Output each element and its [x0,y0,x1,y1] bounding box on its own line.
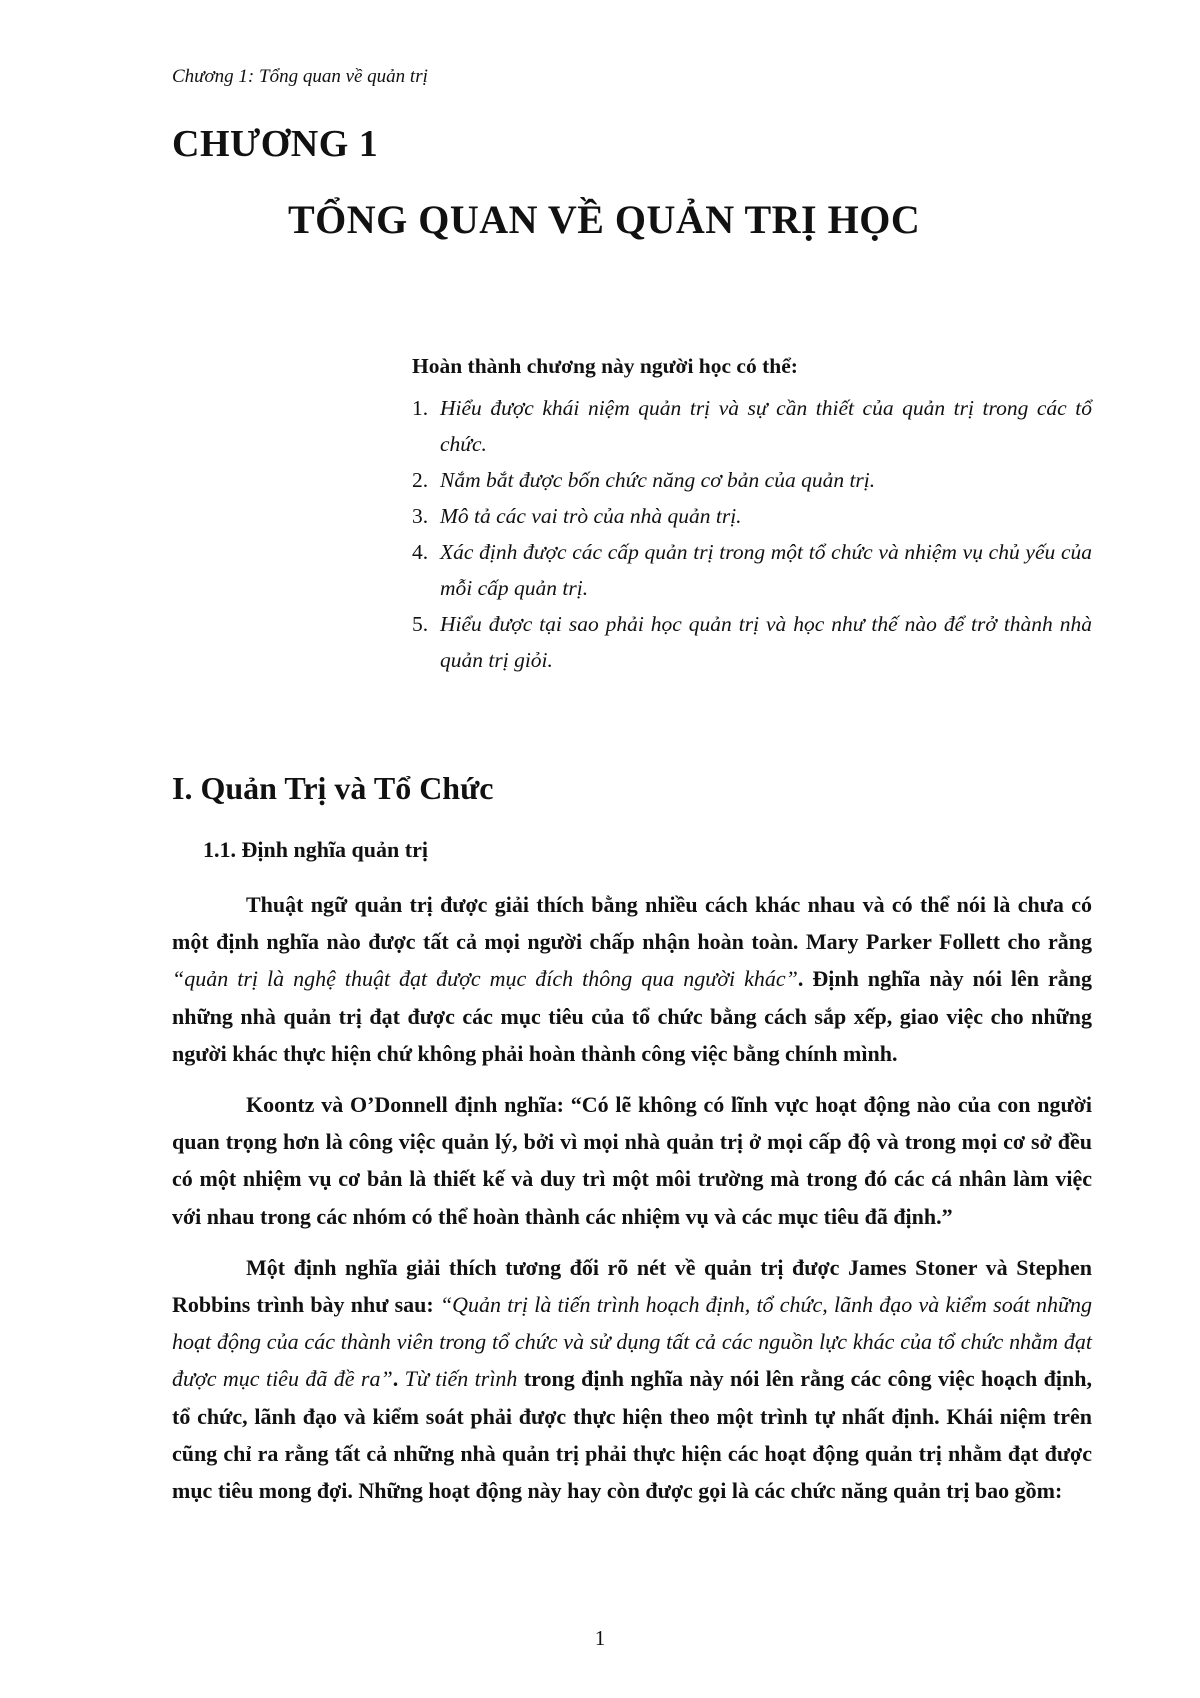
objectives-list [412,390,1092,678]
objective-item [412,534,1092,606]
objectives-intro: Hoàn thành chương này người học có thể: [412,354,798,378]
objective-number: 4. [412,540,429,564]
stoner-robbins-quote: “Quản trị là tiến trình hoạch định, tổ chức, lãnh đạo và kiểm soát những hoạt động của các thành viên trong tổ chức và sử dụng tất cả các nguồn lực khác của tổ chức nhằm đạt được mục tiêu đã đề ra” [172,1292,1092,1392]
chapter-number: CHƯƠNG 1 [172,123,379,165]
objective-number: 3. [412,504,429,528]
subsection-heading: 1.1. Định nghĩa quản trị [203,837,428,862]
paragraph-text: Koontz và O’Donnell định nghĩa: “Có lẽ không có lĩnh vực hoạt động nào của con người quan trọng hơn là công việc quản lý, bởi vì mọi nhà quản trị ở mọi cấp độ và trong mọi cơ sở đều có một nhiệm vụ cơ bản là thiết kế và duy trì một môi trường mà trong đó các cá nhân làm việc với nhau trong các nhóm có thể hoàn thành các nhiệm vụ và các mục tiêu đã định.” [172,1092,1092,1229]
follett-quote: “quản trị là nghệ thuật đạt được mục đích thông qua người khác” [172,966,798,992]
paragraph-stoner-robbins [172,1249,1092,1509]
objective-text: Hiểu được tại sao phải học quản trị và học như thế nào để trở thành nhà quản trị giỏi. [440,612,1092,672]
running-header: Chương 1: Tổng quan về quản trị [172,66,428,87]
paragraph-text: Một định nghĩa giải thích tương đối rõ nét về quản trị được James Stoner và Stephen Robbins trình bày như sau: [172,1254,1092,1318]
objective-number: 1. [412,396,429,420]
objective-number: 5. [412,612,429,636]
objective-text: Mô tả các vai trò của nhà quản trị. [440,504,742,528]
objective-number: 2. [412,468,429,492]
chapter-title: TỔNG QUAN VỀ QUẢN TRỊ HỌC [288,197,921,242]
paragraph-text: trong định nghĩa này nói lên rằng các công việc hoạch định, tổ chức, lãnh đạo và kiểm soát phải được thực hiện theo một trình tự nhất định. Khái niệm trên cũng chỉ ra rằng tất cả những nhà quản trị phải thực hiện các hoạt động quản trị nhằm đạt được mục tiêu mong đợi. Những hoạt động này hay còn được gọi là các chức năng quản trị bao gồm: [172,1366,1092,1504]
objective-item [412,498,1092,534]
paragraph-follett [172,886,1092,1072]
section-heading: I. Quản Trị và Tổ Chức [172,770,494,806]
emphasis-text: Từ tiến trình [404,1366,518,1392]
objective-text: Nắm bắt được bốn chức năng cơ bản của quản trị. [440,468,876,492]
objective-text: Xác định được các cấp quản trị trong một tổ chức và nhiệm vụ chủ yếu của mỗi cấp quản trị. [440,540,1092,600]
body-text [172,886,1092,1523]
objective-item [412,390,1092,462]
paragraph-text: Thuật ngữ quản trị được giải thích bằng nhiều cách khác nhau và có thể nói là chưa có một định nghĩa nào được tất cả mọi người chấp nhận hoàn toàn. Mary Parker Follett cho rằng [172,892,1092,955]
objective-item [412,606,1092,678]
paragraph-text: . Định nghĩa này nói lên rằng những nhà quản trị đạt được các mục tiêu của tổ chức bằng cách sắp xếp, giao việc cho những người khác thực hiện chứ không phải hoàn thành công việc bằng chính mình. [172,966,1093,1066]
paragraph-text: . [392,1366,405,1392]
paragraph-koontz [172,1086,1092,1235]
objective-text: Hiểu được khái niệm quản trị và sự cần thiết của quản trị trong các tổ chức. [440,396,1092,456]
learning-objectives [412,352,1092,678]
page-number: 1 [594,1626,606,1650]
objective-item [412,462,1092,498]
